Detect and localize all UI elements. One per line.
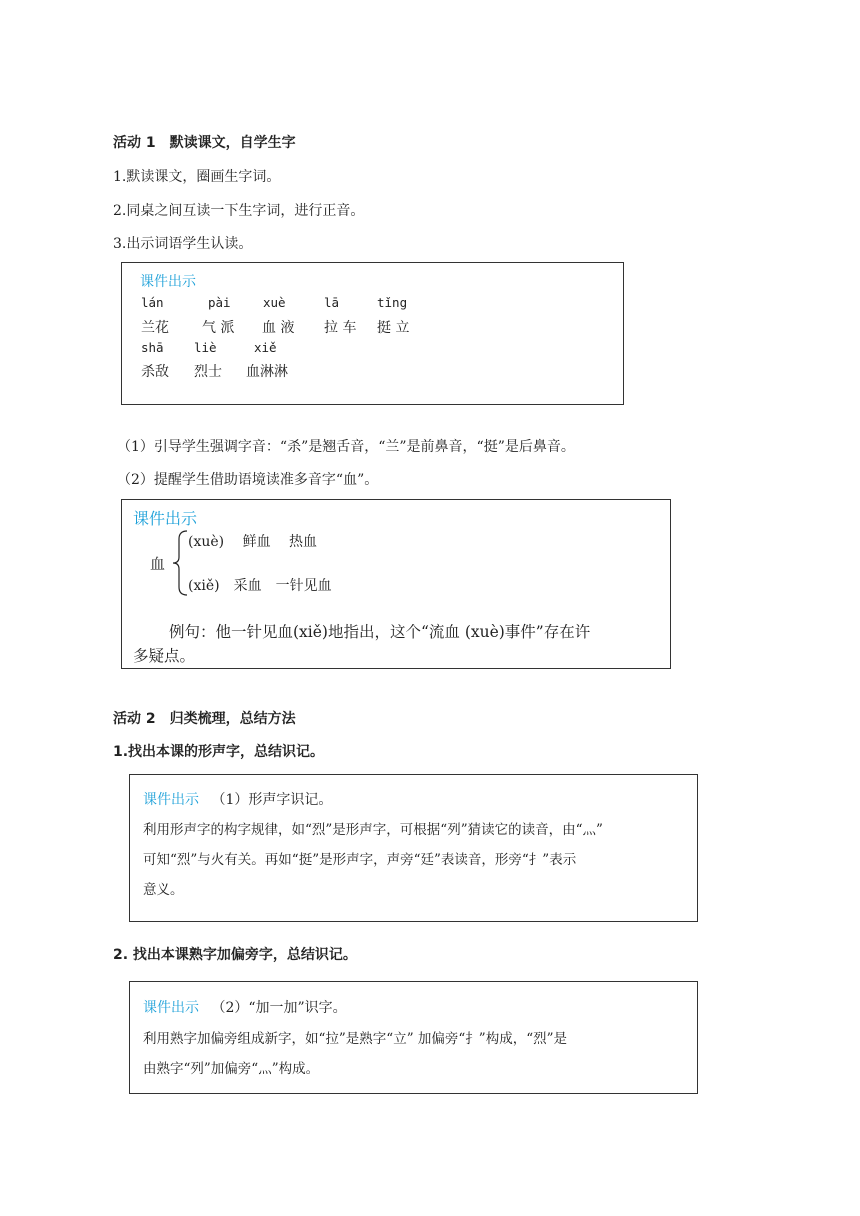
box3-line-2: 可知“烈”与火有关。再如“挺”是形声字，声旁“廷”表读音，形旁“扌”表示 [143, 852, 577, 868]
xingsheng-box [129, 774, 698, 922]
step-3: 3.出示词语学生认读。 [113, 236, 253, 252]
activity2-sub1: 1.找出本课的形声字，总结识记。 [113, 744, 325, 760]
note-2: （2）提醒学生借助语境读准多音字“血”。 [117, 472, 379, 488]
pinyin-lan: lán [141, 295, 164, 310]
reading-xie: (xiě) 采血 一针见血 [188, 578, 332, 594]
pinyin-xue: xuè [263, 295, 286, 310]
word-xueye: 血 液 [262, 320, 295, 336]
box4-line-2: 由熟字“列”加偏旁“灬”构成。 [143, 1061, 320, 1077]
activity1-title: 活动 1 默读课文，自学生字 [113, 135, 296, 151]
example-line-1: 例句：他一针见血(xiě)地指出，这个“流血 (xuè)事件”存在许 [169, 623, 591, 641]
polyphone-box [121, 499, 671, 669]
box4-label: （2）“加一加”识字。 [211, 1000, 347, 1016]
box3-label: （1）形声字识记。 [211, 792, 333, 808]
reading-xue: (xuè) 鲜血 热血 [188, 534, 318, 550]
box1-caption: 课件出示 [140, 274, 196, 290]
jiayijia-box [129, 981, 698, 1094]
step-1: 1.默读课文，圈画生字词。 [113, 169, 281, 185]
example-line-2: 多疑点。 [133, 647, 196, 665]
box3-line-1: 利用形声字的构字规律，如“烈”是形声字，可根据“列”猜读它的读音，由“灬” [143, 822, 603, 838]
pinyin-la: lā [324, 295, 340, 310]
word-lanhua: 兰花 [141, 320, 169, 336]
note-1: （1）引导学生强调字音：“杀”是翘舌音，“兰”是前鼻音，“挺”是后鼻音。 [117, 439, 575, 455]
activity2-sub2: 2. 找出本课熟字加偏旁字，总结识记。 [113, 947, 357, 963]
pinyin-pai: pài [208, 295, 231, 310]
pinyin-lie: liè [194, 340, 217, 355]
pinyin-xie: xiě [254, 340, 277, 355]
box4-line-1: 利用熟字加偏旁组成新字，如“拉”是熟字“立” 加偏旁“扌”构成，“烈”是 [143, 1031, 568, 1047]
box3-caption: 课件出示 [143, 792, 199, 808]
pinyin-sha: shā [141, 340, 164, 355]
box2-caption: 课件出示 [133, 509, 198, 528]
brace-icon [171, 529, 189, 597]
box4-caption: 课件出示 [143, 1000, 199, 1016]
box3-paragraph [143, 815, 691, 905]
step-2: 2.同桌之间互读一下生字词，进行正音。 [113, 203, 365, 219]
word-shadi: 杀敌 [141, 364, 169, 380]
word-lache: 拉 车 [324, 320, 357, 336]
vocab-box [121, 262, 624, 405]
box3-header [143, 789, 332, 809]
pinyin-ting: tǐng [377, 295, 408, 310]
box4-paragraph [143, 1024, 691, 1084]
word-tingli: 挺 立 [377, 320, 410, 336]
polyphone-char: 血 [150, 555, 166, 573]
activity2-title: 活动 2 归类梳理，总结方法 [113, 711, 296, 727]
word-lieshi: 烈士 [194, 364, 222, 380]
box4-header [143, 997, 347, 1017]
word-xuelinlin: 血淋淋 [246, 364, 288, 380]
word-qipai: 气 派 [202, 320, 235, 336]
box3-line-3: 意义。 [143, 882, 184, 898]
